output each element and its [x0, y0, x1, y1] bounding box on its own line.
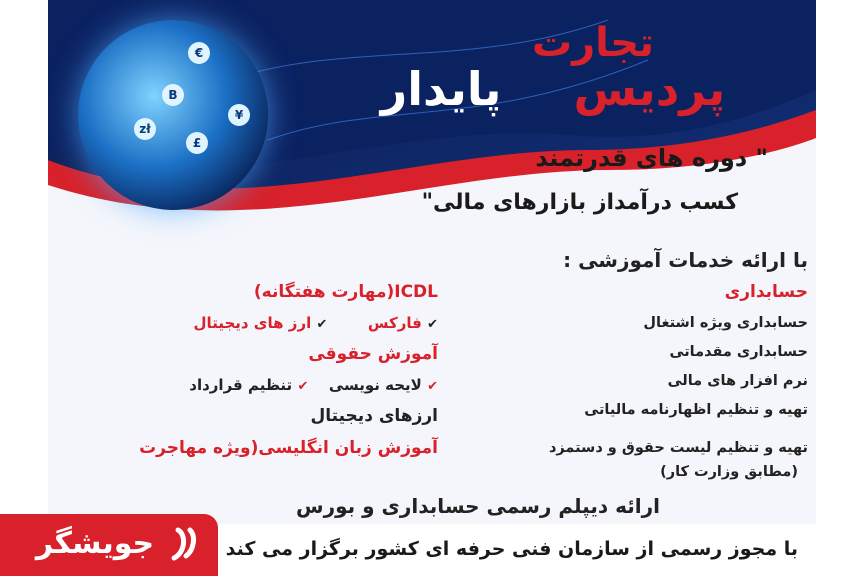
check-icon: ✔: [427, 317, 438, 332]
title-pardis: پردیس: [573, 62, 726, 116]
tagline-line1: " دوره های قدرتمند: [535, 144, 768, 172]
service-contract: تنظیم قرارداد: [189, 376, 293, 394]
service-item: حسابداری: [724, 282, 808, 302]
service-digital: ارزهای دیجیتال: [310, 406, 438, 426]
service-bill: لایحه نویسی: [328, 376, 422, 394]
brand-name: جویشگر: [35, 526, 155, 561]
title-pardis-paydar: [318, 62, 788, 116]
service-forex-crypto: [128, 314, 438, 332]
diploma-text: ارائه دیپلم رسمی حسابداری و بورس: [296, 494, 660, 518]
brand-logo-icon: [164, 524, 204, 564]
zloty-icon: zł: [134, 118, 156, 140]
service-english: آموزش زبان انگلیسی(ویژه مهاجرت: [139, 438, 438, 458]
pound-icon: £: [186, 132, 208, 154]
tagline-line2: کسب درآمداز بازارهای مالی": [421, 190, 738, 215]
bitcoin-icon: B: [162, 84, 184, 106]
services-heading: با ارائه خدمات آموزشی :: [563, 248, 808, 272]
check-icon: ✔: [297, 379, 309, 394]
service-crypto: ارز های دیجیتال: [193, 314, 312, 332]
services-right-column: [488, 282, 808, 493]
poster: [48, 0, 816, 576]
check-icon: ✔: [427, 379, 438, 394]
services-left-column: [128, 282, 438, 470]
service-icdl: ICDL(مهارت هفتگانه): [253, 282, 438, 302]
right-margin: [816, 0, 864, 576]
service-item: تهیه و تنظیم اظهارنامه مالیاتی: [584, 402, 808, 418]
service-item-note: (مطابق وزارت کار): [660, 464, 798, 480]
euro-icon: €: [188, 42, 210, 64]
service-item: حسابداری مقدماتی: [669, 344, 808, 360]
yen-icon: ¥: [228, 104, 250, 126]
service-bill-contract: [128, 376, 438, 394]
title-tejarat: تجارت: [531, 20, 655, 66]
service-item: نرم افزار های مالی: [667, 373, 808, 389]
service-item: تهیه و تنظیم لیست حقوق و دستمزد: [548, 440, 808, 456]
check-icon: ✔: [316, 317, 328, 332]
title-paydar: پایدار: [380, 62, 502, 116]
service-forex: فارکس: [367, 314, 422, 332]
service-item: حسابداری ویژه اشتغال: [643, 315, 808, 331]
footer-text: با مجوز رسمی از سازمان فنی حرفه ای کشور برگزار می کند: [225, 538, 798, 560]
left-margin: [0, 0, 48, 576]
service-legal: آموزش حقوقی: [308, 344, 438, 364]
globe-image: [78, 20, 268, 210]
